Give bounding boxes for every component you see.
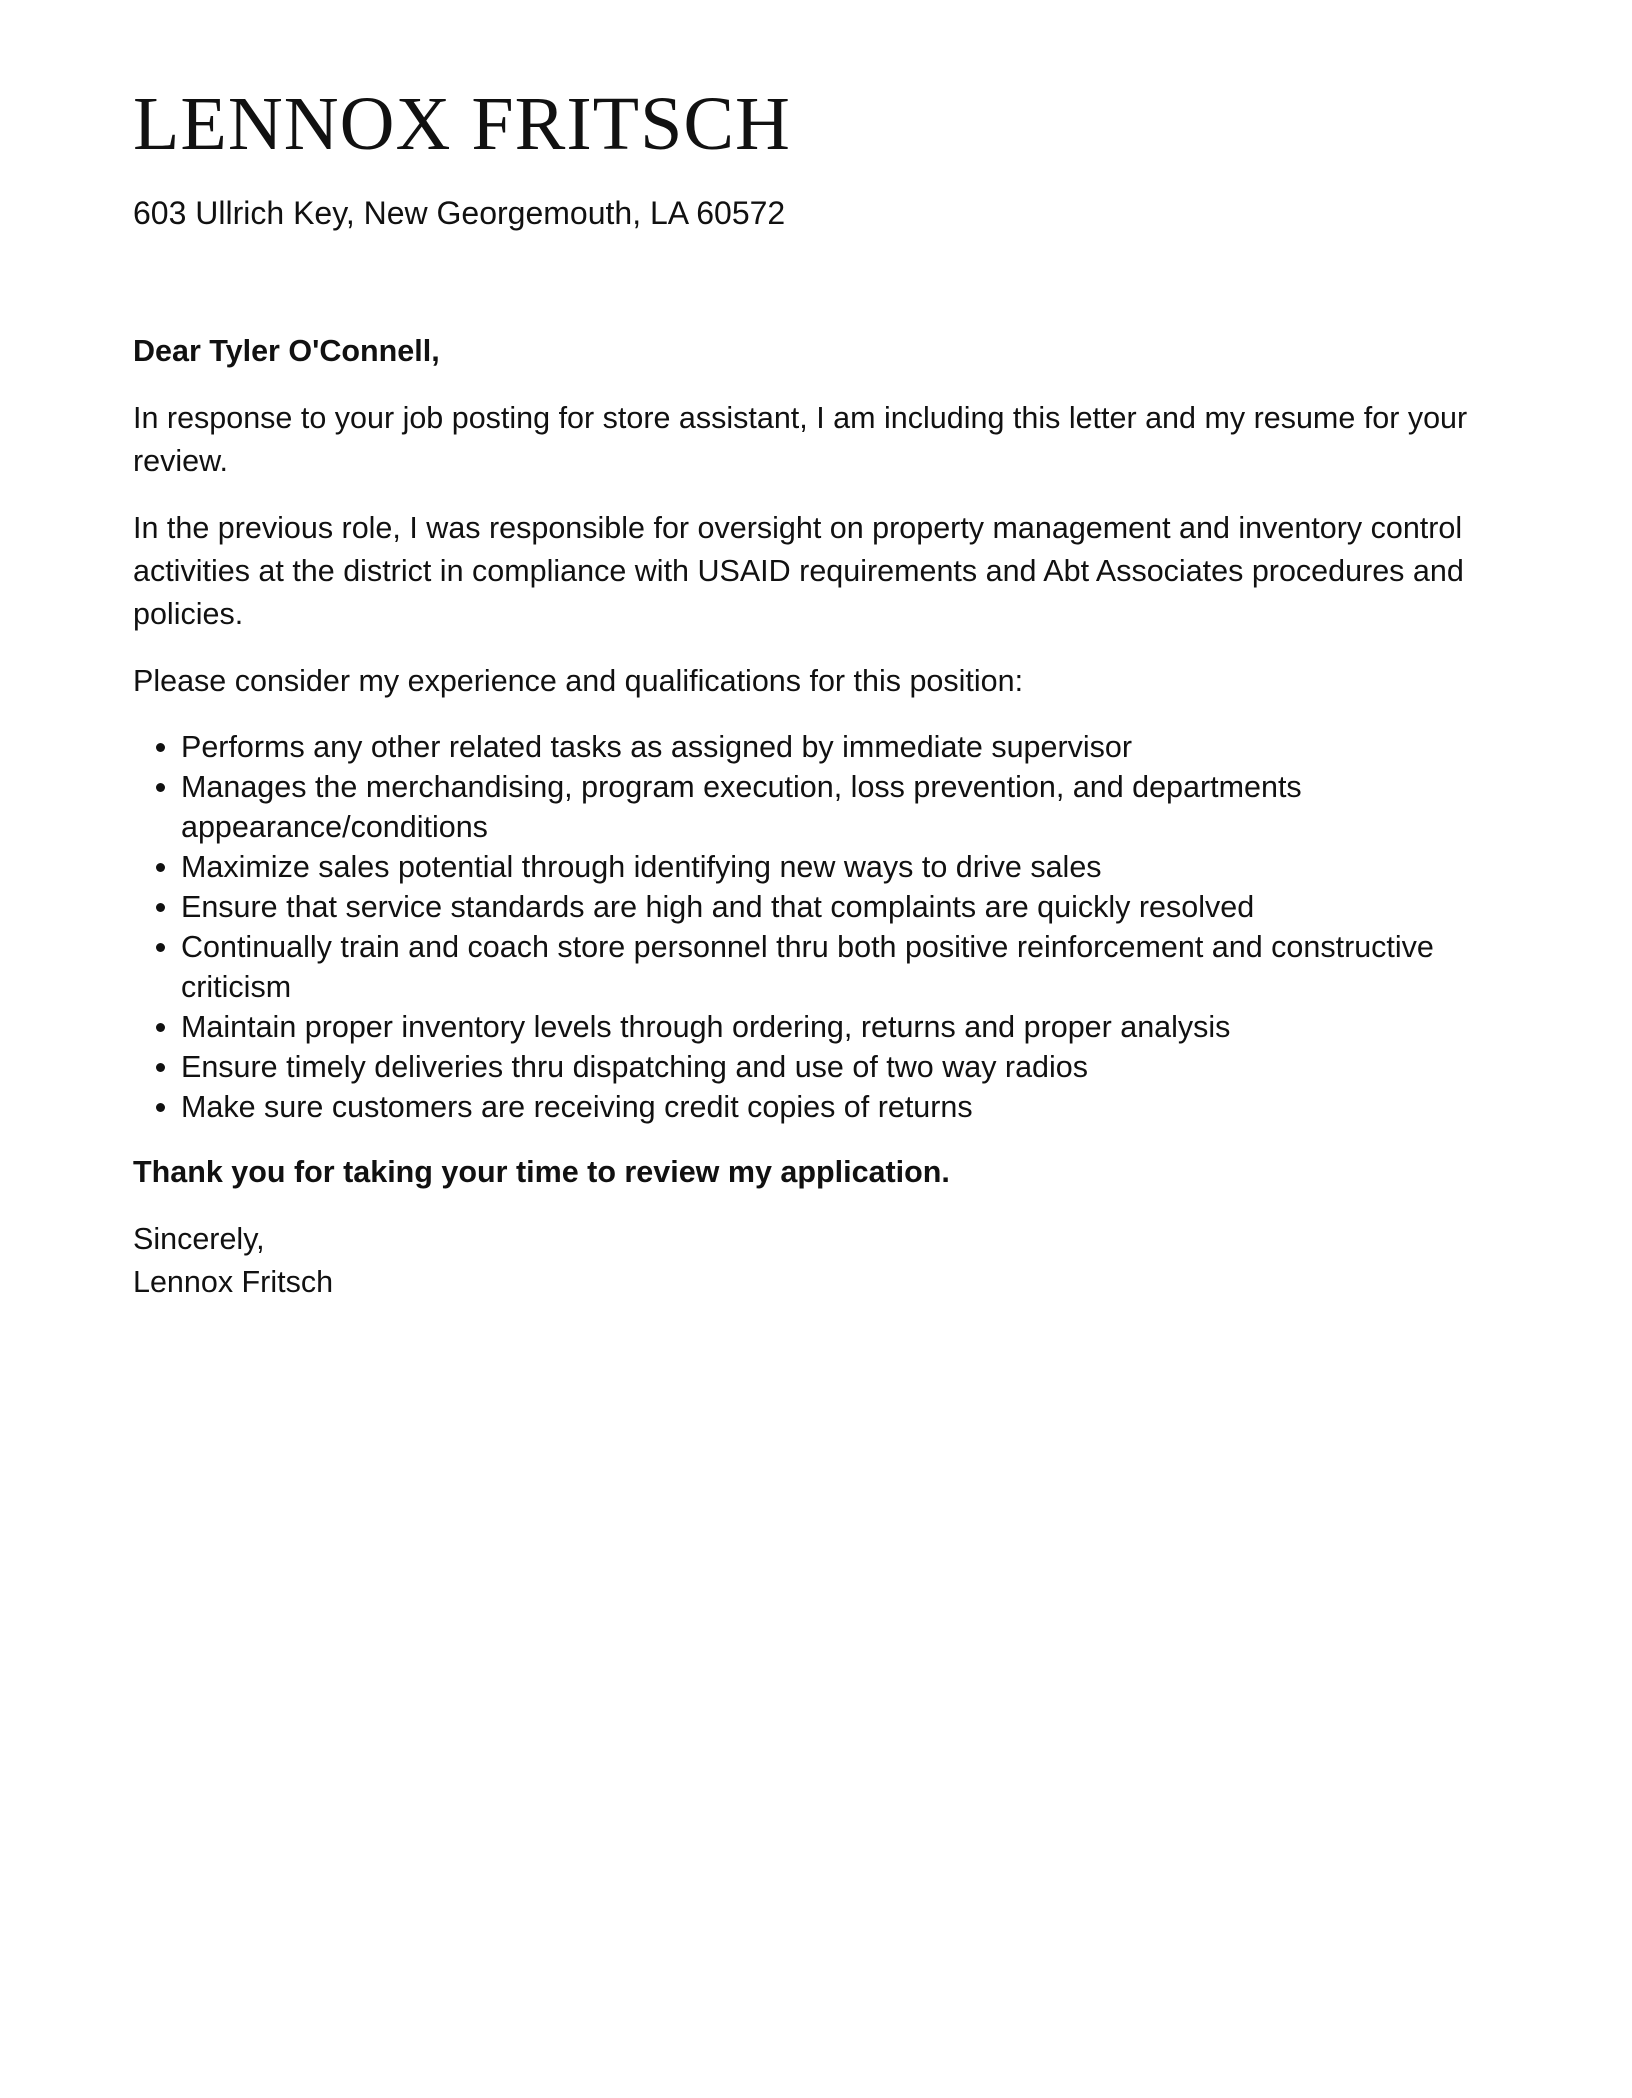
greeting: Dear Tyler O'Connell,: [133, 334, 440, 368]
list-item: • Manages the merchandising, program execution, loss prevention, and departments appearance/conditions: [181, 767, 1503, 847]
qualifications-list: [133, 727, 1503, 1127]
list-item: • Ensure that service standards are high and that complaints are quickly resolved: [181, 887, 1503, 927]
paragraph-intro: In response to your job posting for store assistant, I am including this letter and my resume for your review.: [133, 401, 1468, 478]
closing-statement: Thank you for taking your time to review my application.: [133, 1155, 950, 1189]
signoff: Sincerely,: [133, 1222, 265, 1256]
paragraph-qualifications-lead: Please consider my experience and qualifications for this position:: [133, 664, 1024, 698]
list-item: • Maximize sales potential through identifying new ways to drive sales: [181, 847, 1503, 887]
applicant-name: LENNOX FRITSCH: [133, 82, 791, 166]
signature-name: Lennox Fritsch: [133, 1265, 334, 1299]
list-item: • Continually train and coach store personnel thru both positive reinforcement and constructive criticism: [181, 927, 1503, 1007]
letter-body: [133, 330, 1503, 1304]
list-item: • Ensure timely deliveries thru dispatching and use of two way radios: [181, 1047, 1503, 1087]
list-item: • Maintain proper inventory levels through ordering, returns and proper analysis: [181, 1007, 1503, 1047]
list-item: • Make sure customers are receiving credit copies of returns: [181, 1087, 1503, 1127]
list-item: • Performs any other related tasks as assigned by immediate supervisor: [181, 727, 1503, 767]
paragraph-experience: In the previous role, I was responsible for oversight on property management and inventory control activities at the district in compliance with USAID requirements and Abt Associates procedures and policies.: [133, 511, 1464, 631]
applicant-address: 603 Ullrich Key, New Georgemouth, LA 60572: [133, 195, 786, 231]
